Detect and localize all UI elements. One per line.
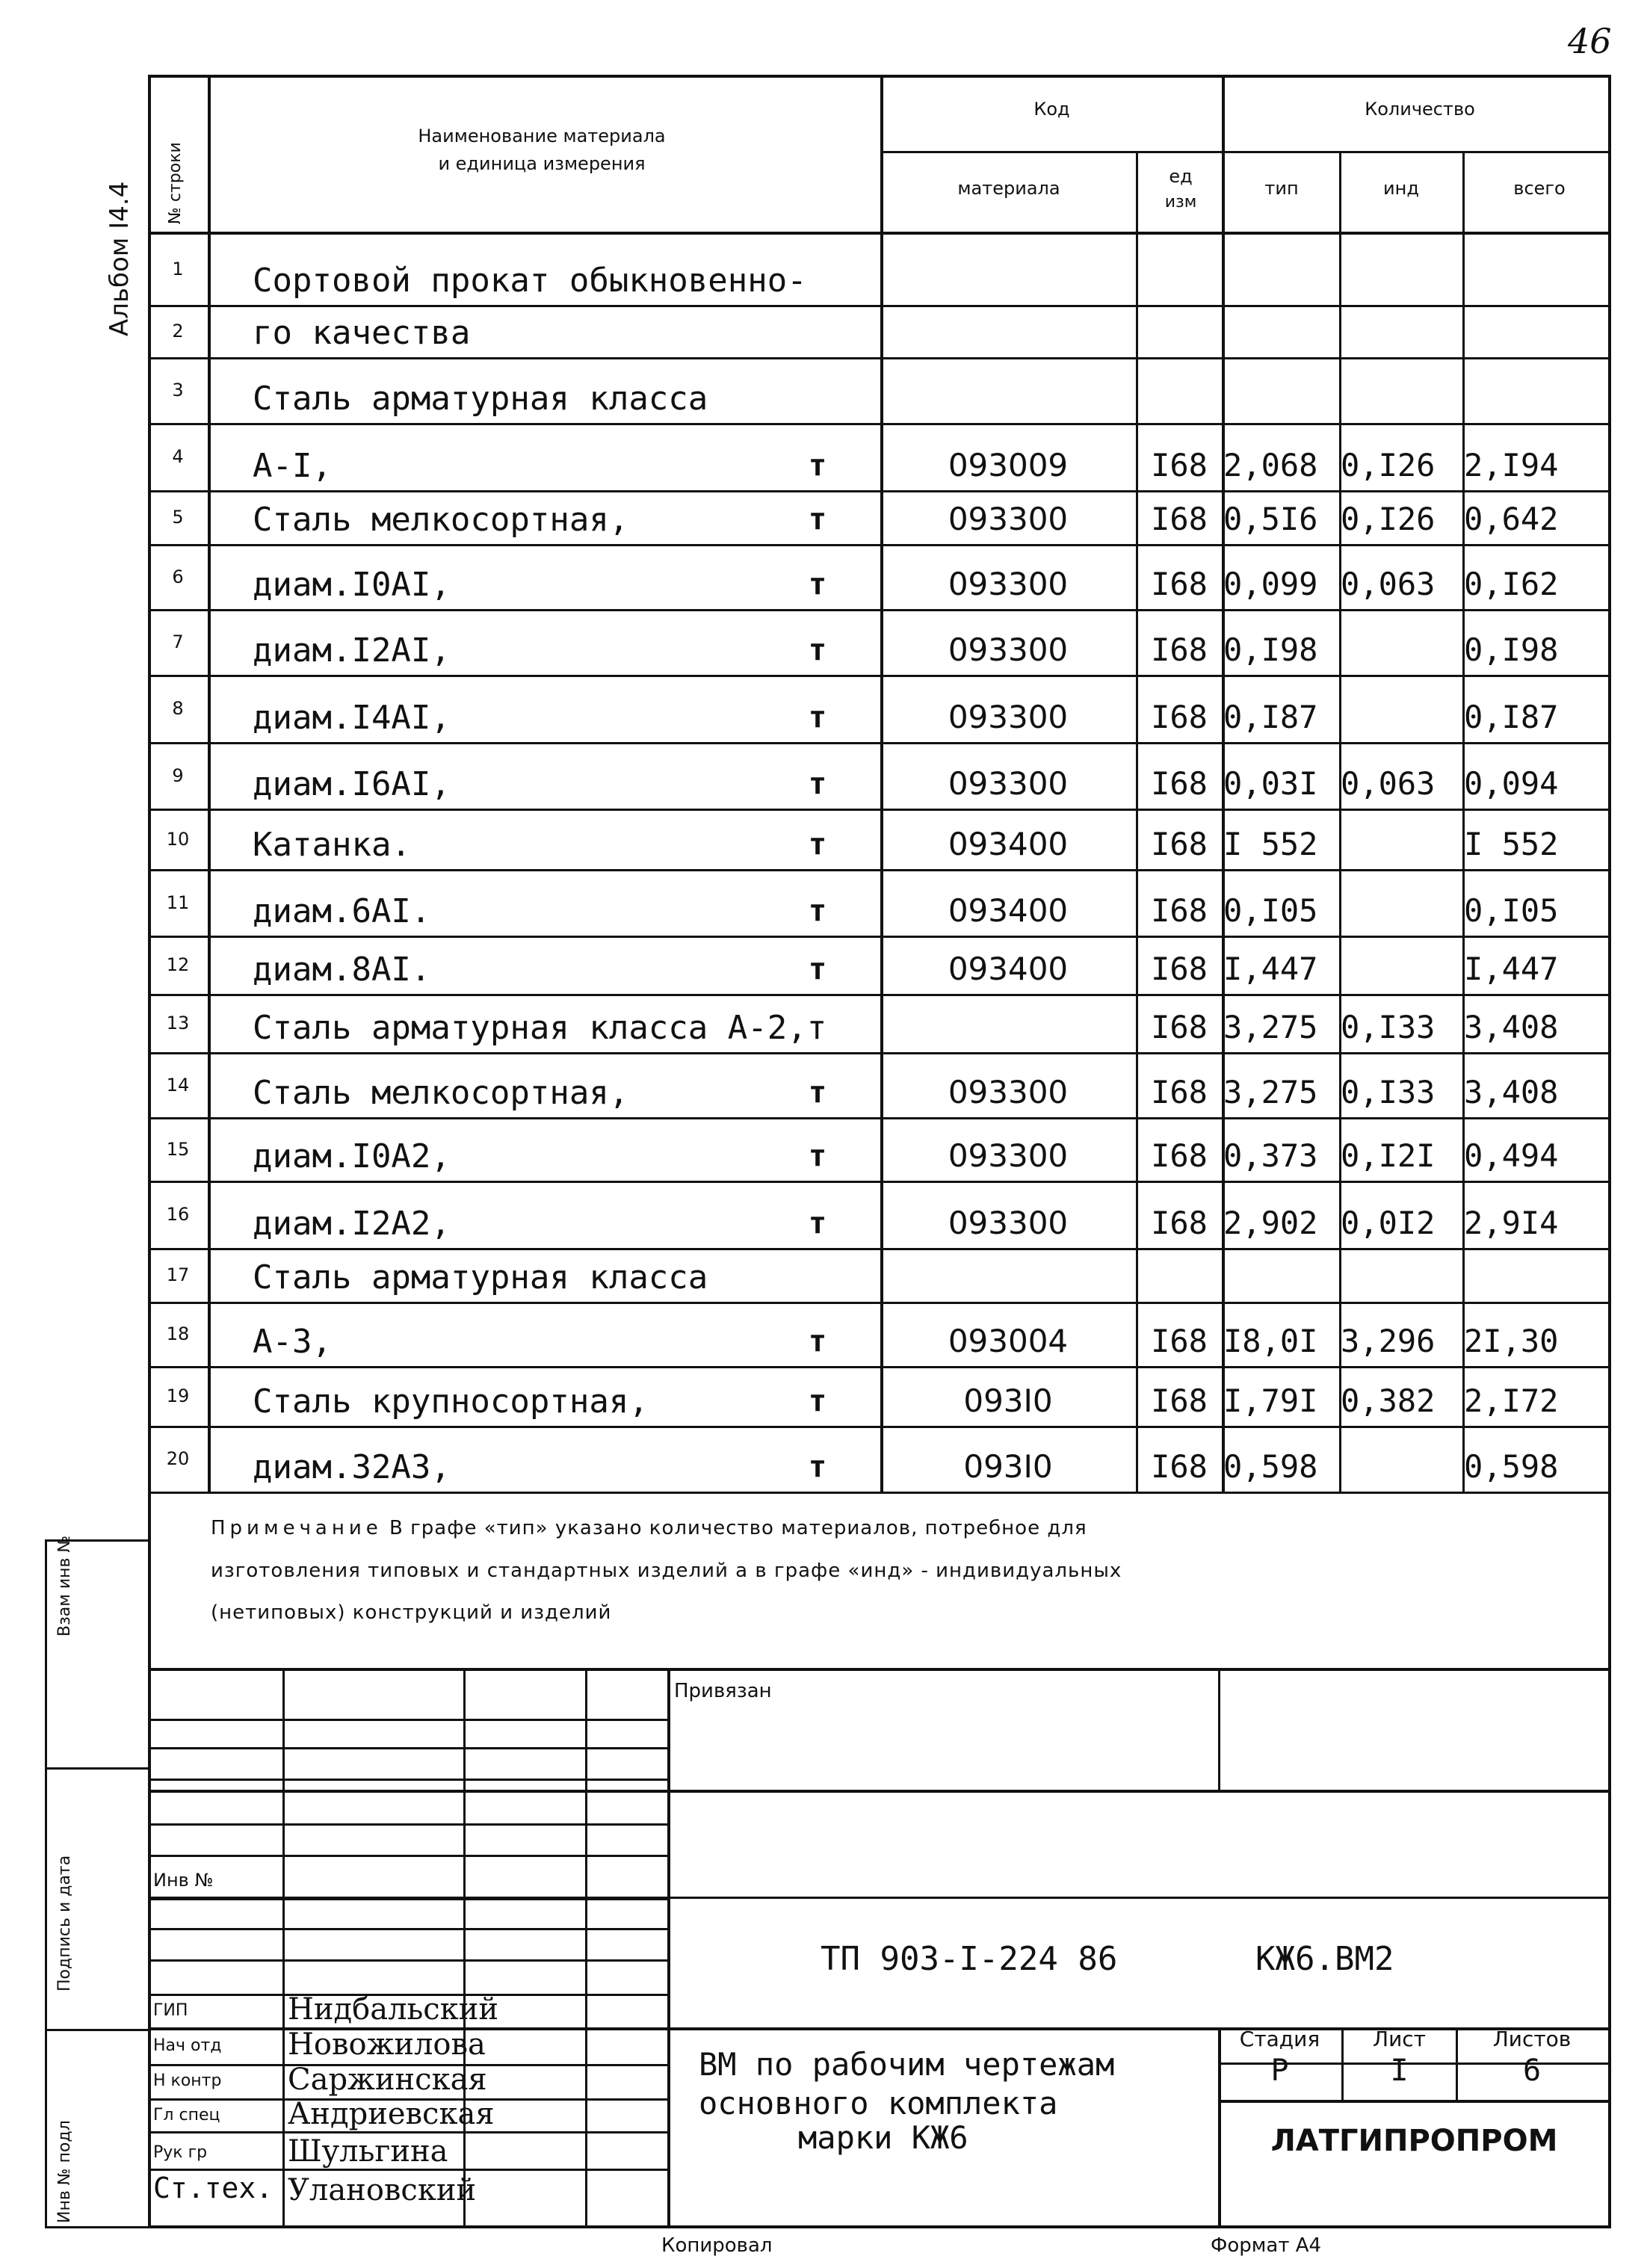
row-number: 7 [172,631,184,652]
material-name: диам.I2AI, [253,631,451,670]
row-number: 17 [166,1264,190,1285]
side-strip-divider [45,1767,148,1770]
grid-line [1218,2100,1611,2103]
signer-name: Улановский [288,2173,477,2207]
material-name: диам.I2A2, [253,1205,451,1243]
material-name: Сталь арматурная класса А-2,т [253,1009,827,1047]
grid-line [1339,151,1341,1492]
cell-total: 2,9I4 [1464,1205,1559,1241]
row-number: 19 [166,1385,190,1406]
cell-code: 093300 [948,1137,1069,1174]
note-text-1: В графе «тип» указано количество материалов, потребное для [389,1517,1087,1539]
cell-ed: I68 [1151,1323,1208,1359]
row-number: 8 [172,698,184,719]
header-ind: инд [1383,178,1419,199]
unit-label: т [809,1384,827,1418]
grid-line [148,423,1611,425]
cell-code: 093300 [948,631,1069,668]
row-number: 1 [172,259,184,279]
cell-ed: I68 [1151,951,1208,987]
material-name: го качества [253,314,471,352]
grid-line [148,1747,667,1749]
cell-ed: I68 [1151,1137,1208,1174]
material-name: диам.6AI. [253,892,431,930]
cell-ed: I68 [1151,892,1208,929]
cell-ind: 0,I2I [1341,1137,1436,1174]
unit-label: т [809,1450,827,1484]
cell-total: 0,I05 [1464,892,1559,929]
unit-label: т [809,1139,827,1173]
material-name: диам.32A3, [253,1448,451,1486]
cell-ed: I68 [1151,1009,1208,1045]
cell-typ: 3,275 [1223,1074,1318,1110]
grid-line [1462,151,1465,1492]
grid-line [148,232,1611,235]
material-name: диам.I4AI, [253,699,451,737]
cell-typ: 0,03I [1223,765,1318,802]
cell-ed: I68 [1151,826,1208,862]
cell-ed: I68 [1151,566,1208,602]
cell-typ: 0,598 [1223,1448,1318,1485]
cell-ed: I68 [1151,765,1208,802]
cell-code: 093300 [948,566,1069,602]
row-number: 5 [172,507,184,528]
grid-line [148,809,1611,811]
grid-line [667,1668,670,2228]
side-label-inv-podl: Инв № подл [55,2120,74,2223]
signer-name: Нидбальский [288,1992,499,2027]
unit-label: т [809,827,827,862]
grid-line [148,357,1611,359]
row-number: 20 [166,1448,190,1469]
grid-line [148,1117,1611,1119]
grid-line [148,742,1611,744]
row-number: 2 [172,321,184,342]
cell-total: 0,I62 [1464,566,1559,602]
cell-total: 2,I72 [1464,1382,1559,1419]
cell-total: 0,094 [1464,765,1559,802]
header-unit-code-2: изм [1164,193,1197,211]
cell-ed: I68 [1151,1205,1208,1241]
cell-typ: 0,I05 [1223,892,1318,929]
footer-format: Формат А4 [1211,2234,1322,2257]
unit-label: т [809,1206,827,1240]
cell-typ: 0,5I6 [1223,501,1318,537]
note-line-1 [211,1517,1087,1539]
grid-line [148,305,1611,307]
sheets-value: 6 [1522,2054,1542,2088]
cell-typ: 0,I87 [1223,699,1318,735]
cell-ed: I68 [1151,1074,1208,1110]
material-name: Сталь арматурная класса [253,1258,708,1297]
grid-line [148,1668,1611,1671]
sheets-label: Листов [1492,2027,1572,2051]
title-line-2: основного комплекта [699,2085,1058,2122]
cell-typ: 0,I98 [1223,631,1318,668]
unit-label: т [809,1324,827,1359]
header-row-no: № строки [166,142,185,224]
page-number: 46 [1568,21,1612,61]
cell-total: 0,I98 [1464,631,1559,668]
cell-total: 0,642 [1464,501,1559,537]
side-strip [45,1539,148,2228]
grid-line [148,1366,1611,1368]
unit-label: т [809,448,827,483]
row-number: 14 [166,1074,190,1096]
material-name: диам.I0AI, [253,566,451,604]
row-number: 13 [166,1013,190,1033]
unit-label: т [809,567,827,602]
role-label: Н контр [153,2071,222,2090]
header-material: материала [957,178,1060,199]
cell-code: 093004 [948,1323,1069,1359]
cell-total: I 552 [1464,826,1559,862]
header-quantity: Количество [1365,99,1475,120]
role-label: Нач отд [153,2036,222,2055]
cell-ed: I68 [1151,631,1208,668]
cell-code: 093400 [948,951,1069,987]
row-number: 9 [172,764,184,786]
row-number: 3 [172,380,184,401]
unit-label: т [809,502,827,537]
grid-line [148,994,1611,996]
grid-line [463,1668,466,2228]
cell-code: 093300 [948,1205,1069,1241]
signer-name: Новожилова [288,2027,486,2062]
material-name: Сталь мелкосортная, [253,501,629,539]
cell-total: 3,408 [1464,1009,1559,1045]
grid-line [148,2169,667,2171]
inv-no-label: Инв № [153,1870,214,1891]
note-line-2: изготовления типовых и стандартных изделий а в графе «инд» - индивидуальных [211,1560,1122,1582]
grid-line [148,1928,667,1930]
role-label: Гл спец [153,2106,220,2125]
row-number: 18 [166,1323,190,1344]
cell-ind: 0,I33 [1341,1009,1436,1045]
header-total: всего [1513,178,1566,199]
grid-line [148,675,1611,677]
privyazan-label: Привязан [674,1680,772,1702]
grid-line [148,490,1611,492]
cell-ed: I68 [1151,1448,1208,1485]
material-name: А-I, [253,447,332,485]
signer-name: Шульгина [288,2134,448,2169]
sheet-value: I [1390,2054,1409,2088]
cell-total: 0,I87 [1464,699,1559,735]
side-label-vzam: Взам инв № [55,1535,74,1637]
album-label: Альбом I4.4 [105,181,135,336]
grid-line [880,151,1611,153]
grid-line [148,1823,667,1826]
cell-code: 093300 [948,1074,1069,1110]
grid-line [585,1668,587,2228]
cell-total: 2,I94 [1464,447,1559,483]
header-name-line1: Наименование материала [418,126,666,146]
cell-total: 0,598 [1464,1448,1559,1485]
role-label: Ст.тех. [153,2172,274,2204]
grid-line [148,544,1611,546]
material-name: диам.8AI. [253,951,431,989]
header-unit-code-1: ед [1169,166,1193,187]
title-line-3: марки КЖ6 [798,2119,968,2156]
row-number: 11 [166,892,190,913]
sheet-label: Лист [1373,2027,1426,2051]
grid-line [1341,2027,1344,2100]
row-number: 15 [166,1138,190,1160]
cell-ed: I68 [1151,1382,1208,1419]
role-label: Рук гр [153,2143,208,2162]
unit-label: т [809,633,827,667]
cell-code: 093009 [948,447,1069,483]
cell-ind: 0,0I2 [1341,1205,1436,1241]
organization: ЛАТГИПРОПРОМ [1270,2124,1558,2158]
cell-code: 093300 [948,501,1069,537]
side-strip-divider [45,2029,148,2031]
cell-code: 093400 [948,892,1069,929]
cell-typ: I 552 [1223,826,1318,862]
cell-code: 093400 [948,826,1069,862]
unit-label: т [809,767,827,801]
row-number: 4 [172,446,184,467]
header-name-line2: и единица измерения [438,153,646,174]
cell-code: 093I0 [963,1382,1053,1419]
grid-line [148,1492,1611,1494]
cell-code: 093300 [948,765,1069,802]
grid-line [148,1779,667,1781]
material-name: Сталь мелкосортная, [253,1074,629,1112]
grid-line [1218,1668,1220,1790]
cell-ind: 0,I33 [1341,1074,1436,1110]
material-name: Сортовой прокат обыкновенно- [253,262,807,300]
grid-line [148,1302,1611,1304]
grid-line [667,1897,1611,1899]
grid-line [148,1855,667,1857]
doc-mark: КЖ6.ВМ2 [1255,1940,1394,1978]
cell-total: I,447 [1464,951,1559,987]
unit-label: т [809,952,827,986]
cell-ed: I68 [1151,501,1208,537]
cell-typ: 3,275 [1223,1009,1318,1045]
cell-typ: I,79I [1223,1382,1318,1419]
grid-line [148,1898,667,1900]
note-line-3: (нетиповых) конструкций и изделий [211,1601,612,1624]
cell-code: 093I0 [963,1448,1053,1485]
cell-ind: 0,I26 [1341,447,1436,483]
grid-line [148,1719,667,1721]
cell-ind: 0,063 [1341,765,1436,802]
cell-typ: 2,902 [1223,1205,1318,1241]
cell-typ: 2,068 [1223,447,1318,483]
grid-line [148,2131,667,2133]
unit-label: т [809,700,827,735]
cell-ind: 3,296 [1341,1323,1436,1359]
title-line-1: ВМ по рабочим чертежам [699,2046,1115,2083]
material-name: Катанка. [253,826,411,864]
side-label-podpis: Подпись и дата [55,1855,74,1992]
grid-line [148,1248,1611,1250]
cell-total: 3,408 [1464,1074,1559,1110]
material-name: диам.I6AI, [253,765,451,803]
cell-total: 0,494 [1464,1137,1559,1174]
footer-copied: Копировал [661,2234,773,2257]
grid-line [148,1052,1611,1054]
cell-typ: 0,373 [1223,1137,1318,1174]
cell-code: 093300 [948,699,1069,735]
stage-label: Стадия [1239,2027,1320,2051]
cell-typ: 0,099 [1223,566,1318,602]
grid-line [148,1181,1611,1183]
grid-line [1136,151,1138,1492]
row-number: 6 [172,566,184,587]
material-name: диам.I0A2, [253,1137,451,1175]
note-label: Примечание [211,1517,383,1539]
row-number: 16 [166,1204,190,1225]
material-name: А-3, [253,1323,332,1361]
cell-ind: 0,063 [1341,566,1436,602]
row-number: 12 [166,954,190,975]
grid-line [148,1426,1611,1428]
signer-name: Саржинская [288,2062,487,2097]
grid-line [148,1790,1611,1793]
role-label: ГИП [153,2001,188,2020]
cell-ed: I68 [1151,699,1208,735]
cell-total: 2I,30 [1464,1323,1559,1359]
cell-ind: 0,I26 [1341,501,1436,537]
material-name: Сталь крупносортная, [253,1382,649,1421]
cell-typ: I8,0I [1223,1323,1318,1359]
row-number: 10 [166,828,190,850]
stage-value: Р [1270,2054,1289,2088]
unit-label: т [809,894,827,928]
grid-line [148,1959,667,1962]
signer-name: Андриевская [288,2097,495,2131]
header-typ: тип [1264,178,1299,199]
grid-line [148,936,1611,938]
grid-line [208,75,211,1492]
cell-ind: 0,382 [1341,1382,1436,1419]
grid-line [282,1668,285,2228]
material-name: Сталь арматурная класса [253,380,708,418]
cell-ed: I68 [1151,447,1208,483]
grid-line [148,609,1611,611]
unit-label: т [809,1075,827,1110]
doc-code: ТП 903-I-224 86 [821,1940,1118,1978]
grid-line [148,869,1611,871]
cell-typ: I,447 [1223,951,1318,987]
header-code: Код [1033,99,1070,120]
